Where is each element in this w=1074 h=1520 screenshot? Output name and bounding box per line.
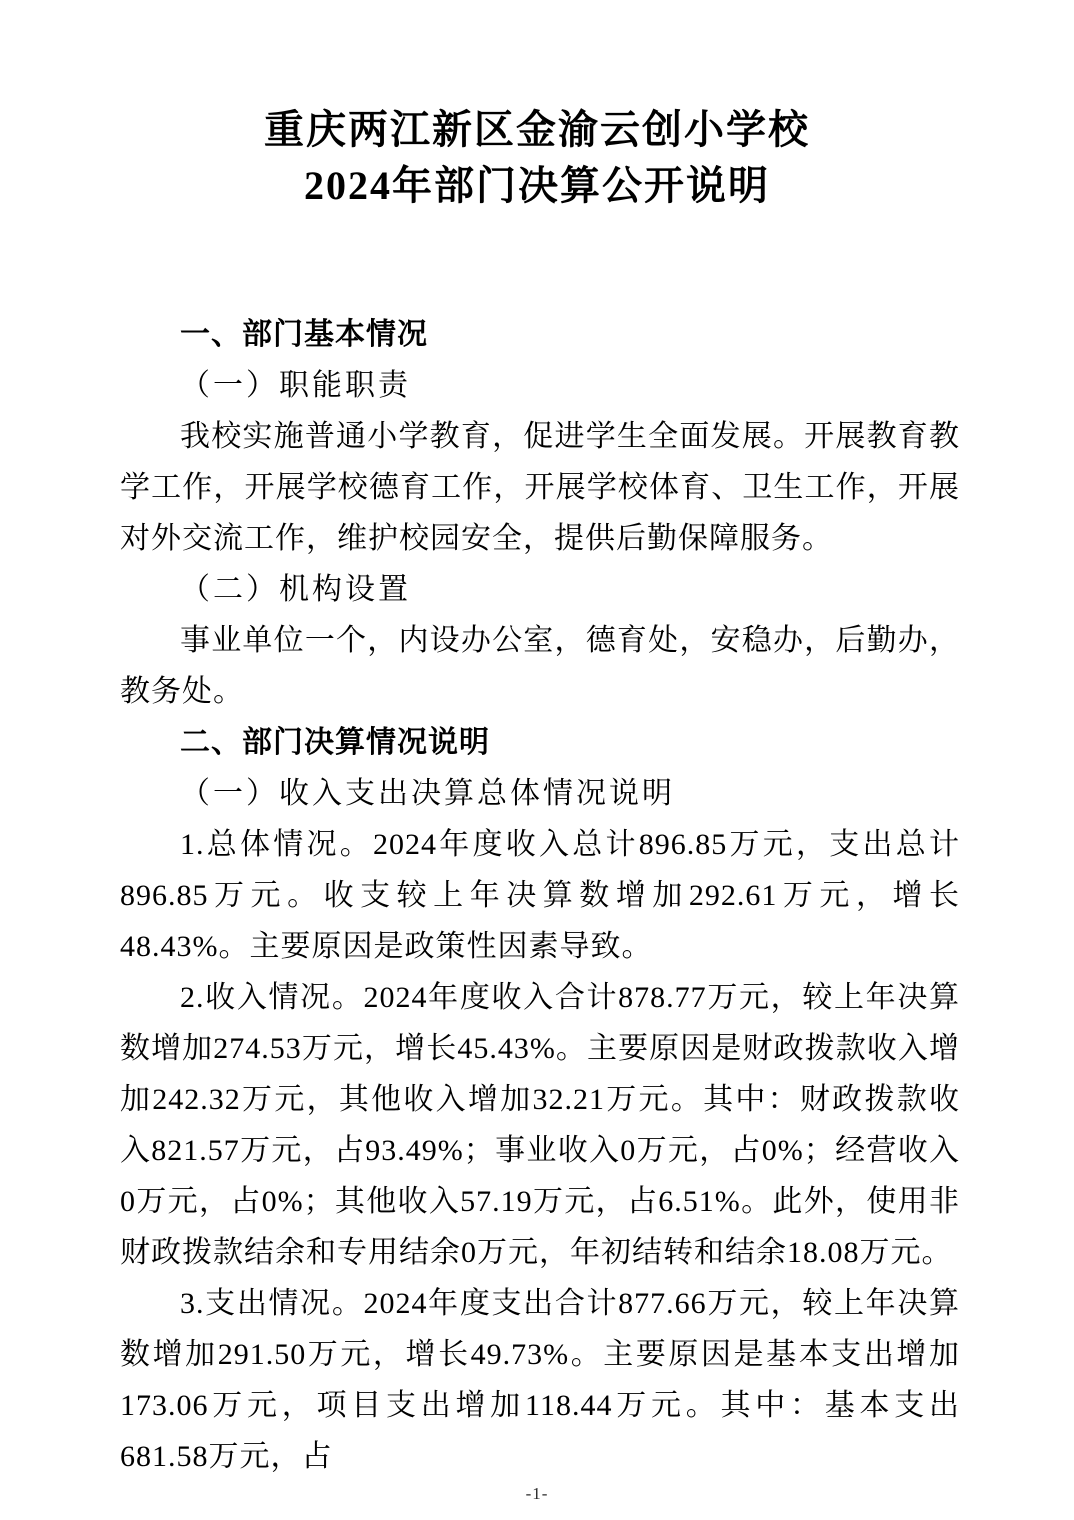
title-line-2: 2024年部门决算公开说明 xyxy=(304,163,770,208)
subsection-heading-duties: （一）职能职责 xyxy=(180,369,411,402)
paragraph-organization: 事业单位一个，内设办公室，德育处，安稳办，后勤办，教务处。 xyxy=(120,624,960,708)
title-line-1: 重庆两江新区金渝云创小学校 xyxy=(264,107,810,152)
document-body xyxy=(120,309,960,1482)
section-heading-final-accounts: 二、部门决算情况说明 xyxy=(180,725,490,760)
subsection-heading-overall-situation: （一）收入支出决算总体情况说明 xyxy=(180,777,675,810)
paragraph-expenditure-situation: 3.支出情况。2024年度支出合计877.66万元，较上年决算数增加291.50万元，增长49.73%。主要原因是基本支出增加173.06万元，项目支出增加118.44万元。其中：基本支出681.58万元，占 xyxy=(120,1287,960,1473)
section-heading-basic-info: 一、部门基本情况 xyxy=(180,317,428,352)
page-number: -1- xyxy=(525,1484,549,1503)
paragraph-overall-situation: 1.总体情况。2024年度收入总计896.85万元，支出总计896.85万元。收支较上年决算数增加292.61万元，增长48.43%。主要原因是政策性因素导致。 xyxy=(120,828,960,963)
page-footer xyxy=(0,1484,1074,1504)
subsection-heading-organization: （二）机构设置 xyxy=(180,573,411,606)
paragraph-revenue-situation: 2.收入情况。2024年度收入合计878.77万元，较上年决算数增加274.53万元，增长45.43%。主要原因是财政拨款收入增加242.32万元，其他收入增加32.21万元。其中：财政拨款收入821.57万元，占93.49%；事业收入0万元，占0%；经营收入0万元，占0%；其他收入57.19万元，占6.51%。此外，使用非财政拨款结余和专用结余0万元，年初结转和结余18.08万元。 xyxy=(120,981,960,1269)
paragraph-duties: 我校实施普通小学教育，促进学生全面发展。开展教育教学工作，开展学校德育工作，开展学校体育、卫生工作，开展对外交流工作，维护校园安全，提供后勤保障服务。 xyxy=(120,420,960,555)
document-title xyxy=(0,102,1074,214)
